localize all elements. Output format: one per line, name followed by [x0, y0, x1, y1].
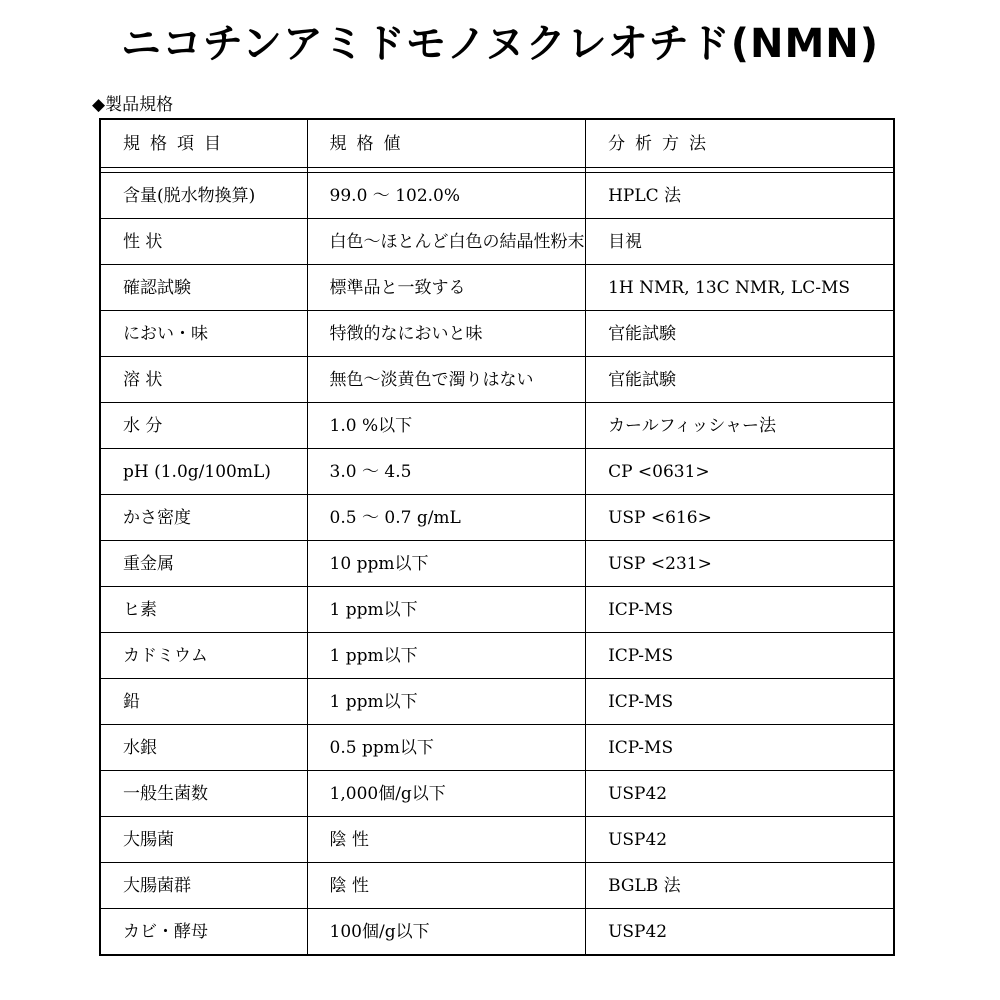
- analysis-method-cell: HPLC 法: [586, 173, 894, 219]
- table-header-row: [100, 119, 894, 168]
- spec-item-cell: ヒ素: [100, 587, 307, 633]
- analysis-method-cell: USP42: [586, 771, 894, 817]
- analysis-method-cell: CP <0631>: [586, 449, 894, 495]
- analysis-method-cell: 1H NMR, 13C NMR, LC-MS: [586, 265, 894, 311]
- spec-table: [99, 118, 895, 956]
- spec-item-cell: 大腸菌群: [100, 863, 307, 909]
- spec-value-cell: 10 ppm以下: [307, 541, 586, 587]
- table-row: [100, 817, 894, 863]
- spec-item-cell: 一般生菌数: [100, 771, 307, 817]
- table-row: [100, 357, 894, 403]
- spec-value-cell: 99.0 ～ 102.0%: [307, 173, 586, 219]
- spec-item-cell: pH (1.0g/100mL): [100, 449, 307, 495]
- spec-item-cell: 溶 状: [100, 357, 307, 403]
- table-row: [100, 679, 894, 725]
- spec-item-cell: かさ密度: [100, 495, 307, 541]
- table-row: [100, 633, 894, 679]
- spec-value-cell: 0.5 ppm以下: [307, 725, 586, 771]
- spec-value-cell: 0.5 ～ 0.7 g/mL: [307, 495, 586, 541]
- spec-item-cell: におい・味: [100, 311, 307, 357]
- spec-value-cell: 1 ppm以下: [307, 587, 586, 633]
- table-row: [100, 265, 894, 311]
- spec-value-cell: 特徴的なにおいと味: [307, 311, 586, 357]
- spec-value-cell: 100個/g以下: [307, 909, 586, 956]
- spec-value-cell: 白色～ほとんど白色の結晶性粉末: [307, 219, 586, 265]
- header-spec-item: 規格項目: [100, 119, 307, 168]
- table-row: [100, 403, 894, 449]
- spec-item-cell: 性 状: [100, 219, 307, 265]
- spec-value-cell: 陰 性: [307, 863, 586, 909]
- analysis-method-cell: USP42: [586, 817, 894, 863]
- analysis-method-cell: USP42: [586, 909, 894, 956]
- table-row: [100, 219, 894, 265]
- spec-item-cell: カドミウム: [100, 633, 307, 679]
- analysis-method-cell: ICP-MS: [586, 679, 894, 725]
- analysis-method-cell: USP <231>: [586, 541, 894, 587]
- section-label: ◆製品規格: [92, 95, 174, 115]
- spec-value-cell: 1.0 %以下: [307, 403, 586, 449]
- spec-value-cell: 無色～淡黄色で濁りはない: [307, 357, 586, 403]
- spec-item-cell: 重金属: [100, 541, 307, 587]
- table-row: [100, 449, 894, 495]
- analysis-method-cell: ICP-MS: [586, 587, 894, 633]
- spec-value-cell: 1 ppm以下: [307, 633, 586, 679]
- spec-item-cell: 水 分: [100, 403, 307, 449]
- spec-item-cell: 確認試験: [100, 265, 307, 311]
- table-row: [100, 311, 894, 357]
- analysis-method-cell: 官能試験: [586, 311, 894, 357]
- spec-item-cell: カビ・酵母: [100, 909, 307, 956]
- spec-value-cell: 標準品と一致する: [307, 265, 586, 311]
- spec-value-cell: 3.0 ～ 4.5: [307, 449, 586, 495]
- spec-value-cell: 1 ppm以下: [307, 679, 586, 725]
- analysis-method-cell: USP <616>: [586, 495, 894, 541]
- table-row: [100, 909, 894, 956]
- table-row: [100, 587, 894, 633]
- header-analysis-method: 分析方法: [586, 119, 894, 168]
- spec-value-cell: 陰 性: [307, 817, 586, 863]
- table-row: [100, 495, 894, 541]
- analysis-method-cell: 目視: [586, 219, 894, 265]
- header-spec-value: 規格値: [307, 119, 586, 168]
- spec-value-cell: 1,000個/g以下: [307, 771, 586, 817]
- analysis-method-cell: カールフィッシャー法: [586, 403, 894, 449]
- spec-item-cell: 水銀: [100, 725, 307, 771]
- spec-item-cell: 鉛: [100, 679, 307, 725]
- table-row: [100, 771, 894, 817]
- page-title: ニコチンアミドモノヌクレオチド(NMN): [120, 21, 880, 67]
- table-row: [100, 863, 894, 909]
- analysis-method-cell: ICP-MS: [586, 633, 894, 679]
- table-row: [100, 173, 894, 219]
- analysis-method-cell: ICP-MS: [586, 725, 894, 771]
- table-row: [100, 725, 894, 771]
- analysis-method-cell: 官能試験: [586, 357, 894, 403]
- spec-item-cell: 大腸菌: [100, 817, 307, 863]
- table-row: [100, 541, 894, 587]
- spec-item-cell: 含量(脱水物換算): [100, 173, 307, 219]
- analysis-method-cell: BGLB 法: [586, 863, 894, 909]
